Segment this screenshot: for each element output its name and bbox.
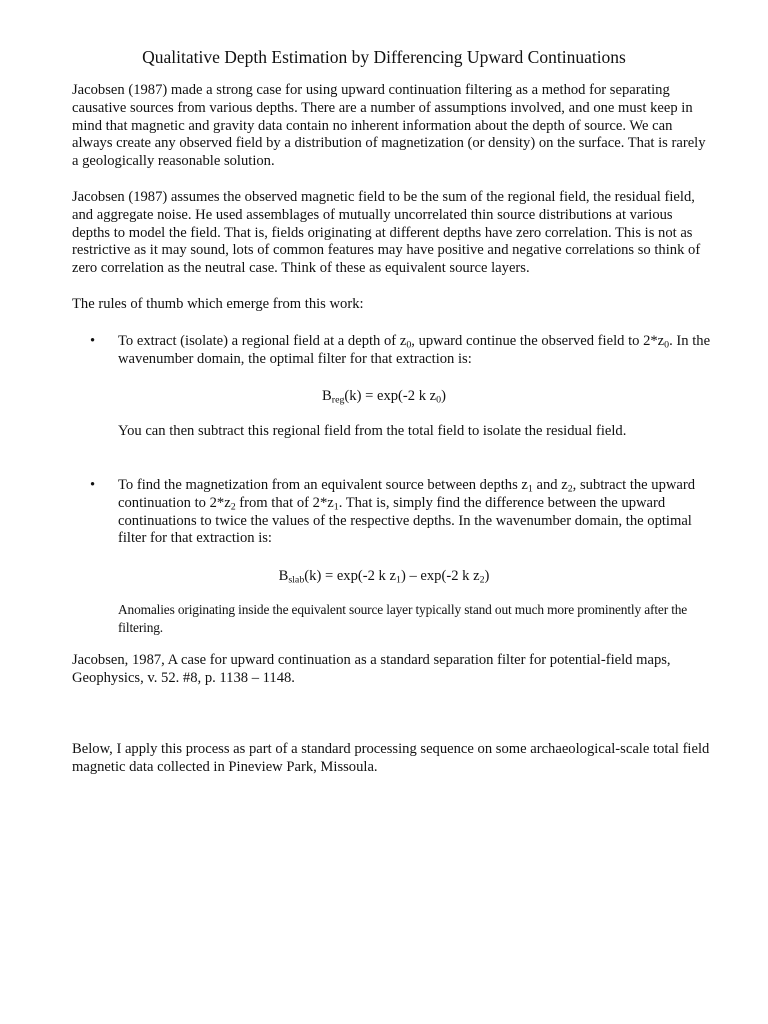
bullet-marker: • xyxy=(90,477,96,493)
anomalies-note: Anomalies originating inside the equivalent source layer typically stand out much more prominently after the filtering. xyxy=(118,602,688,635)
reference-citation: Jacobsen, 1987, A case for upward continuation as a standard separation filter for potential-field maps, Geophysics, v. 52. #8, p. 1138 – 1148. xyxy=(72,652,671,686)
formula-slab: $B_{slab}(k) = \exp(-2$ k $z_1) - \exp(-2$ k $z_2$) xyxy=(278,568,490,586)
page-title: Qualitative Depth Estimation by Differencing Upward Continuations xyxy=(142,47,626,67)
bullet-equivalent-source: To find the magnetization from an equivalent source between depths $z_1$ and $z_2$, subtract the upward continuation to $2*z_2$ from that of $2*z_1$. That is, simply find the difference between the upward continuations to twice the values of the respective depths. In the wavenumber domain, the optimal filter for that extraction is: xyxy=(118,477,696,547)
rules-intro: The rules of thumb which emerge from this work: xyxy=(72,296,364,312)
bullet-marker: • xyxy=(90,333,96,349)
regional-subtraction-note: You can then subtract this regional field from the total field to isolate the residual field. xyxy=(118,423,627,439)
bullet-regional-field: To extract (isolate) a regional field at a depth of $z_0$, upward continue the observed field to $2*z_0$. In the wavenumber domain, the optimal filter for that extraction is: xyxy=(118,333,711,367)
intro-paragraph: Jacobsen (1987) made a strong case for using upward continuation filtering as a method for separating causative sources from various depths. There are a number of assumptions involved, and one must keep in mind that magnetic and gravity data contain no inherent information about the depth of source. We can always create any observed field by a distribution of magnetization (or density) on the surface. That is rarely a geologically reasonable solution. xyxy=(72,82,706,170)
assumptions-paragraph: Jacobsen (1987) assumes the observed magnetic field to be the sum of the regional field, the residual field, and aggregate noise. He used assemblages of mutually uncorrelated thin source distributions at various depths to model the field. That is, fields originating at different depths have zero correlation. This is not as restrictive as it may sound, lots of common features may have positive and negative correlations so think of zero correlation as the neutral case. Think of these as equivalent source layers. xyxy=(72,189,701,277)
closing-paragraph: Below, I apply this process as part of a standard processing sequence on some archaeological-scale total field magnetic data collected in Pineview Park, Missoula. xyxy=(72,741,710,775)
formula-regional: $B_{reg}(k) = \exp(-2$ k $z_0$) xyxy=(322,388,446,406)
